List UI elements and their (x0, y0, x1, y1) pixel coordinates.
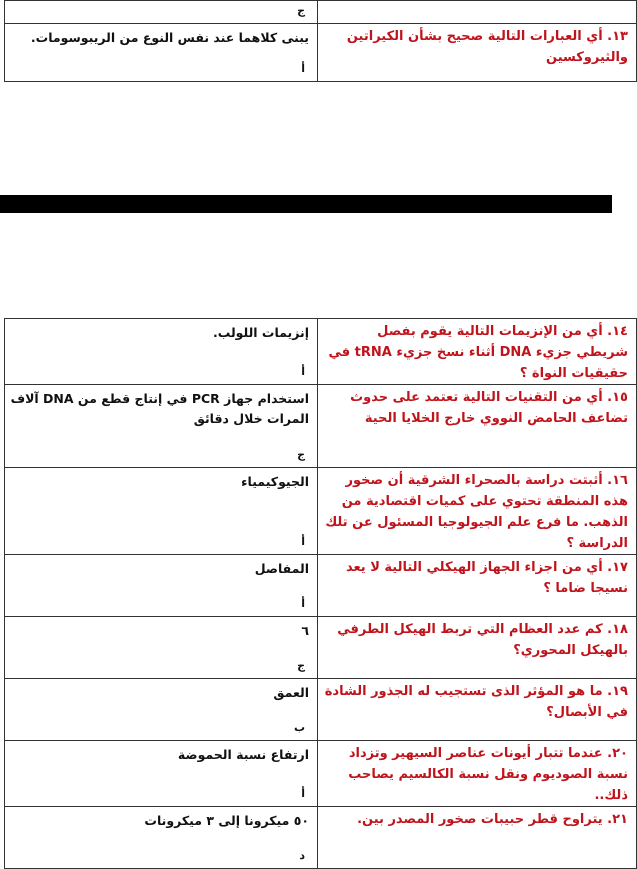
answer-code: أ (301, 787, 305, 800)
answer-code: أ (301, 597, 305, 610)
table-row (5, 555, 637, 617)
question-text: ١٣. أي العبارات التالية صحيح بشأن الكيراتين والثيروكسين (318, 24, 637, 82)
answer-text: إنزيمات اللولب. (212, 325, 309, 340)
table-row (5, 468, 637, 555)
question-text: ٢٠. عندما تتبار أيونات عناصر السيهير وتزداد نسبة الصوديوم ونقل نسبة الكالسيم يصاحب ذلك.. (318, 741, 637, 807)
answer-text: الجيوكيمياء (241, 474, 309, 489)
question-table-top (4, 0, 637, 82)
answer-code: ب (293, 721, 305, 734)
answer-code: أ (301, 365, 305, 378)
question-table (4, 318, 637, 869)
table-row (5, 741, 637, 807)
table-row (5, 24, 637, 82)
answer-text: المفاصل (254, 561, 309, 576)
question-text: ١٨. كم عدد العظام التي تربط الهيكل الطرفي بالهيكل المحوري؟ (318, 617, 637, 679)
answer-code: أ (301, 62, 305, 75)
answer-text: ٦ (301, 623, 309, 638)
answer-code: أ (301, 535, 305, 548)
page-divider (0, 195, 612, 213)
answer-code: ج (297, 4, 305, 17)
answer-text: يبنى كلاهما عند نفس النوع من الريبوسومات. (30, 30, 309, 45)
question-text: ١٧. أي من اجزاء الجهاز الهيكلي التالية لا يعد نسيجا ضاما ؟ (318, 555, 637, 617)
question-text: ١٤. أي من الإنزيمات التالية يقوم بفصل شريطي جزيء DNA أثناء نسخ جزيء tRNA في حقيقيات النواة ؟ (318, 319, 637, 385)
answer-code: د (299, 849, 305, 862)
answer-text: استخدام جهاز PCR في إنتاج قطع من DNA آلاف المرات خلال دقائق (10, 391, 309, 426)
question-text: ١٥. أي من التقنيات التالية تعتمد على حدوث تضاعف الحامض النووي خارج الخلايا الحية (318, 385, 637, 468)
answer-code: ج (297, 659, 305, 672)
answer-text: ٥٠ ميكرونا إلى ٣ ميكرونات (144, 813, 309, 828)
answer-text: العمق (273, 685, 309, 700)
table-row (5, 385, 637, 468)
table-row (5, 319, 637, 385)
answer-code: ج (297, 448, 305, 461)
table-row (5, 679, 637, 741)
question-text: ١٦. أثبتت دراسة بالصحراء الشرقية أن صخور هذه المنطقة تحتوي على كميات اقتصادية من الذهب. ما فرع علم الجيولوجيا المسئول عن تلك الدراسة ؟ (318, 468, 637, 555)
table-row (5, 617, 637, 679)
table-row (5, 807, 637, 869)
answer-text: ارتفاع نسبة الحموضة (177, 747, 309, 762)
question-text: ٢١. يتراوح قطر حبيبات صخور المصدر بين. (318, 807, 637, 869)
question-text: ١٩. ما هو المؤثر الذى تستجيب له الجذور الشادة في الأبصال؟ (318, 679, 637, 741)
table-row (5, 1, 637, 24)
